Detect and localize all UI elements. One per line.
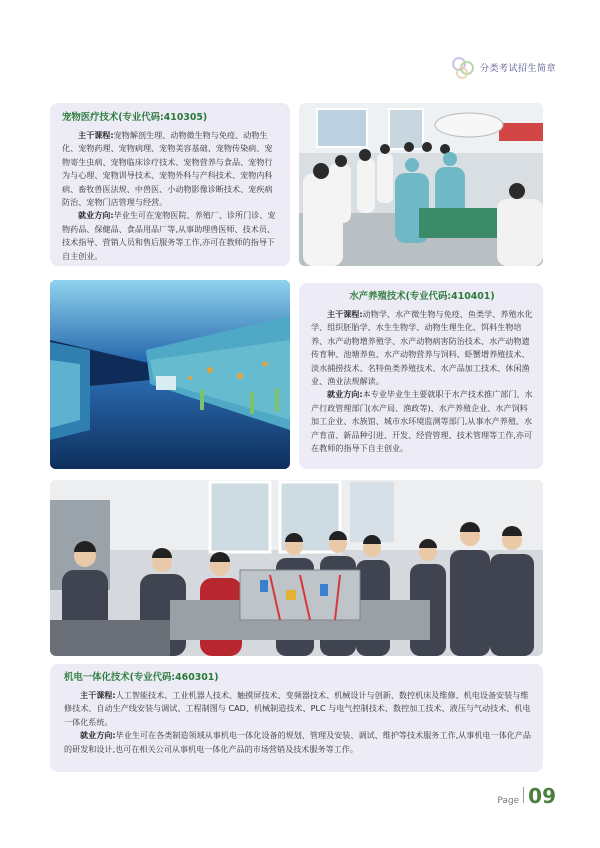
career-text: 毕业生可在宠物医院、养殖厂、诊所门诊、宠物药品、保健品、食品用品厂等,从事助理兽医师、技术员、技术指导、营销人员和售后服务等工作,亦可在教师的指导下自主创业。	[62, 210, 276, 261]
career-paragraph	[311, 388, 533, 455]
career-paragraph	[64, 729, 531, 756]
courses-label: 主干课程:	[80, 690, 116, 700]
section-title: 宠物医疗技术(专业代码:410305)	[62, 112, 208, 123]
career-label: 就业方向:	[80, 730, 116, 741]
courses-paragraph	[64, 689, 531, 729]
courses-label: 主干课程:	[78, 130, 114, 140]
career-paragraph	[62, 209, 280, 263]
career-text: 本专业毕业生主要就职于水产技术推广部门、水产行政管理部门(水产局、渔政等)、水产养殖企业、水产饲料加工企业、水族馆、城市水环境监测等部门,从事水产养殖、水产育苗、新品种引进、开发、经营管理、技术管理等工作,亦可在教师的指导下自主创业。	[311, 389, 533, 454]
section-title: 机电一体化技术(专业代码:460301)	[64, 672, 219, 683]
page-header	[452, 54, 556, 80]
career-label: 就业方向:	[327, 389, 363, 400]
header-title: 分类考试招生简章	[479, 63, 556, 74]
page-footer	[497, 784, 556, 808]
courses-text: 动物学、水产微生物与免疫、鱼类学、养殖水化学、组织胚胎学、水生生物学、动物生理生化、饵料生物培养、水产动物增养殖学、水产动物病害防治技术、水产动物遗传育种、池塘养鱼、水产动物营养与饲料、虾蟹增养殖技术、淡水捕捞技术、名特鱼类养殖技术、水产品加工技术、休闲渔业、渔业法规解读。	[311, 309, 533, 387]
section-title: 水产养殖技术(专业代码:410401)	[349, 291, 495, 302]
photo-pet-surgery	[299, 103, 543, 266]
courses-paragraph	[311, 308, 533, 388]
section-card-aquaculture	[299, 283, 543, 469]
courses-paragraph	[62, 129, 280, 209]
page-label: Page	[497, 796, 520, 806]
anniversary-logo-icon	[452, 54, 474, 80]
footer-divider	[523, 787, 524, 803]
section-card-mechatronics	[50, 664, 543, 772]
section-card-pet-medical	[50, 103, 290, 266]
courses-text: 宠物解剖生理、动物微生物与免疫、动物生化、宠物药理、宠物病理、宠物美容基础、宠物传染病、宠物寄生虫病、宠物临床诊疗技术、宠物营养与食品、宠物行为与心理、宠物训导技术、宠物外科与产科技术、宠物内科病、畜牧兽医法规、中兽医、小动物影像诊断技术、宠疾病防治、宠物门店管理与经营。	[62, 130, 273, 208]
courses-text: 人工智能技术、工业机器人技术、触摸屏技术、变频器技术、机械设计与创新、数控机床及维修、机电设备安装与维修技术、自动生产线安装与调试、工程制图与 CAD、机械制造技术、PLC 与电气控制技术、数控加工技术、液压与气动技术、机电一体化系统。	[64, 690, 531, 727]
career-label: 就业方向:	[78, 210, 114, 221]
courses-label: 主干课程:	[327, 309, 363, 319]
page-number: 09	[528, 784, 556, 808]
photo-aquarium	[50, 280, 290, 469]
career-text: 毕业生可在各类制造领域从事机电一体化设备的规划、管理及安装、调试、维护等技术服务工作,从事机电一体化产品的研发和设计,也可在相关公司从事机电一体化产品的市场营销及技术服务等工作。	[64, 730, 531, 754]
photo-mechatronics-lab	[50, 480, 543, 656]
